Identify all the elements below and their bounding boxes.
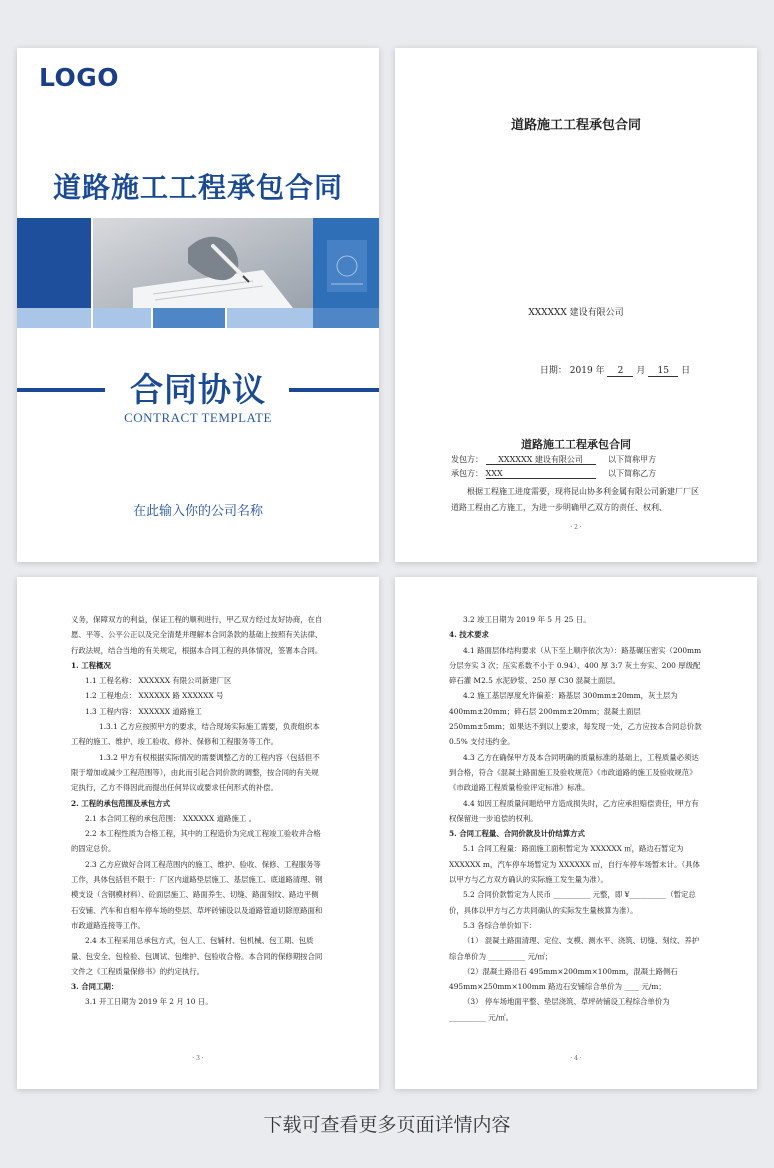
- agreement-title: 合同协议: [130, 370, 266, 409]
- cover-page: [17, 48, 379, 562]
- clause: 4.4 如因工程质量问题给甲方造成损失时，乙方应承担赔偿责任，甲方有权保留进一步追偿的权利。: [449, 798, 699, 823]
- section-heading: 1. 工程概况: [71, 660, 111, 670]
- clause: 1.1 工程名称： XXXXXX 有限公司新建厂区: [85, 676, 232, 686]
- day-unit: 日: [681, 366, 691, 376]
- company-name: XXXXXX 建设有限公司: [528, 308, 624, 318]
- company-name-placeholder[interactable]: 在此输入你的公司名称: [132, 504, 263, 519]
- party-b-line: [451, 468, 741, 479]
- right-divider: [289, 388, 379, 392]
- page-4-text: [449, 612, 703, 1025]
- section-heading: 2. 工程的承包范围及承包方式: [71, 798, 170, 808]
- section-heading: 4. 技术要求: [449, 630, 489, 640]
- party-b-value: XXX: [486, 470, 596, 479]
- hand-writing-contract-photo: [93, 218, 313, 308]
- clause: 1.3.1 乙方应按照甲方的要求，结合现场实际施工需要，负责组织本工程的施工、维护、竣工验收、修补、保修和工程服务等工作。: [71, 722, 320, 747]
- party-a-label: 发包方：: [451, 455, 483, 464]
- clause: 2.3 乙方应做好合同工程范围内的施工、维护、验收、保修、工程服务等工作，具体包括但不限于：厂区内道路垫层施工、基层施工、底道路清理、钢模支设（含钢模材料）、砼面层施工、路面养生、切缝、路面刻纹、路边平侧石安铺、汽车和自相车停车场的垫层、草坪砖铺设以及道路管道切除原路面和市政道路连接等工作。: [71, 859, 323, 930]
- date-label: 日期：: [539, 366, 567, 376]
- party-a-suffix: 以下简称甲方: [608, 455, 657, 464]
- contract-body-page-3: [17, 577, 379, 1089]
- contract-body-page-4: [395, 577, 757, 1089]
- clause: 2.4 本工程采用总承包方式，包人工、包辅材、包机械、包工期、包质量、包安全、包检验、包调试、包维护、包验收合格。本合同的保修期按合同文件之《工程质量保修书》的约定执行。: [71, 936, 323, 976]
- date-day: 15: [648, 367, 678, 377]
- agreement-heading-row: [17, 364, 379, 408]
- clause: 2.1 本合同工程的承包范围： XXXXXX 道路施工 。: [85, 813, 256, 823]
- party-b-label: 承包方：: [451, 469, 483, 478]
- clause: （3） 停车场地面平整、垫层浇筑、草坪砖铺设工程综合单价为 __________ 元/㎡。: [449, 997, 670, 1022]
- date-year: 2019: [569, 366, 593, 376]
- page-number: · 2 ·: [570, 524, 582, 531]
- date-line: [395, 363, 757, 377]
- clause: （2）混凝土路沿石 495mm×200mm×100mm，混凝土路侧石 495mm×250mm×100mm 路边石安铺综合单价为 ____ 元/m；: [449, 966, 678, 992]
- paragraph: 义务，保障双方的利益，保证工程的顺利进行，甲乙双方经过友好协商，在自愿、平等、公平公正以及完全清楚并理解本合同条款的基础上按照有关法律、行政法规，结合当地的有关规定，根据本合同工程的具体情况，签署本合同。: [71, 615, 323, 655]
- intro-paragraph: 根据工程施工进度需要，现将昆山协多利金属有限公司新建厂厂区道路工程由乙方施工，为进一步明确甲乙双方的责任、权利、: [451, 487, 699, 512]
- party-a-value: XXXXXX 建设有限公司: [486, 456, 596, 465]
- contract-title-page: [395, 48, 757, 562]
- page-3-text: [71, 612, 325, 1010]
- clause: 4.2 施工基层厚度允许偏差：路基层 300mm±20mm，灰土层为 400mm±20mm；碎石层 200mm±20mm；混凝土面层 250mm±5mm；如果达不到以上要求，每发现一处，乙方应按本合同总价款 0.5% 支付违约金。: [449, 691, 702, 747]
- more-pages-caption: 下载可查看更多页面详情内容: [263, 1114, 511, 1136]
- year-unit: 年: [595, 366, 605, 376]
- section-heading: 5. 合同工程量、合同价款及计价结算方式: [449, 829, 585, 839]
- clause: 4.1 路面层体结构要求（从下至上顺序依次为）：路基碾压密实（200mm 分层夯实 3 次；压实系数不小于 0.94）、400 厚 3:7 灰土夯实、200 厚级配碎石灌 M2.5 水泥砂浆、250 厚 C30 混凝土面层。: [449, 645, 702, 686]
- party-a-line: [451, 454, 741, 465]
- clause: 5.1 合同工程量：路面施工面积暂定为 XXXXXX ㎡，路边石暂定为 XXXXXX m，汽车停车场暂定为 XXXXXX ㎡，自行车停车场暂未计。（具体以甲方与乙方双方确认的实际施工发生量为准）。: [449, 844, 700, 885]
- chart-overlay-graphic: [313, 218, 379, 308]
- contract-subtitle: 道路施工工程承包合同: [521, 438, 631, 451]
- section-heading: 3. 合同工期：: [71, 982, 119, 992]
- clause: 1.3 工程内容： XXXXXX 道路施工: [85, 706, 202, 716]
- clause: 1.2 工程地点： XXXXXX 路 XXXXXX 号: [85, 691, 224, 701]
- cover-banner: [17, 218, 379, 328]
- date-month: 2: [607, 367, 633, 377]
- contract-title: 道路施工工程承包合同: [510, 118, 641, 133]
- clause: 4.3 乙方在确保甲方及本合同明确的质量标准的基础上，工程质量必须达到合格，符合《混凝土路面施工及验收规范》《市政道路的施工及验收规范》《市政道路工程质量检验评定标准》标准。: [449, 752, 699, 793]
- clause: 3.1 开工日期为 2019 年 2 月 10 日。: [85, 997, 213, 1007]
- page-number: · 4 ·: [570, 1055, 582, 1062]
- logo: LOGO: [39, 63, 120, 92]
- clause: 5.3 各综合单价如下：: [463, 920, 537, 930]
- party-b-suffix: 以下简称乙方: [608, 469, 657, 478]
- clause: 3.2 竣工日期为 2019 年 5 月 25 日。: [463, 615, 591, 624]
- cover-title: 道路施工工程承包合同: [52, 171, 343, 204]
- clause: 1.3.2 甲方有权根据实际情况的需要调整乙方的工程内容（包括但不限于增加或减少工程范围等），由此而引起合同价款的调整，按合同的有关规定执行，乙方不得因此而提出任何异议或要求任何形式的补偿。: [71, 752, 320, 793]
- clause: 5.2 合同价款暂定为人民币 __________ 元整，即 ¥__________（暂定总价，具体以甲方与乙方共同确认的实际发生量核算为准）。: [449, 890, 696, 915]
- clause: 2.2 本工程性质为合格工程，其中的工程造价为完成工程竣工验收并合格的固定总价。: [71, 829, 321, 854]
- month-unit: 月: [636, 366, 646, 376]
- template-label: CONTRACT TEMPLATE: [124, 410, 272, 425]
- clause: （1） 混凝土路面清理、定位、支模、测水平、浇筑、切缝、刻纹、养护综合单价为 __________ 元/㎡；: [449, 936, 700, 961]
- page-number: · 3 ·: [192, 1055, 204, 1062]
